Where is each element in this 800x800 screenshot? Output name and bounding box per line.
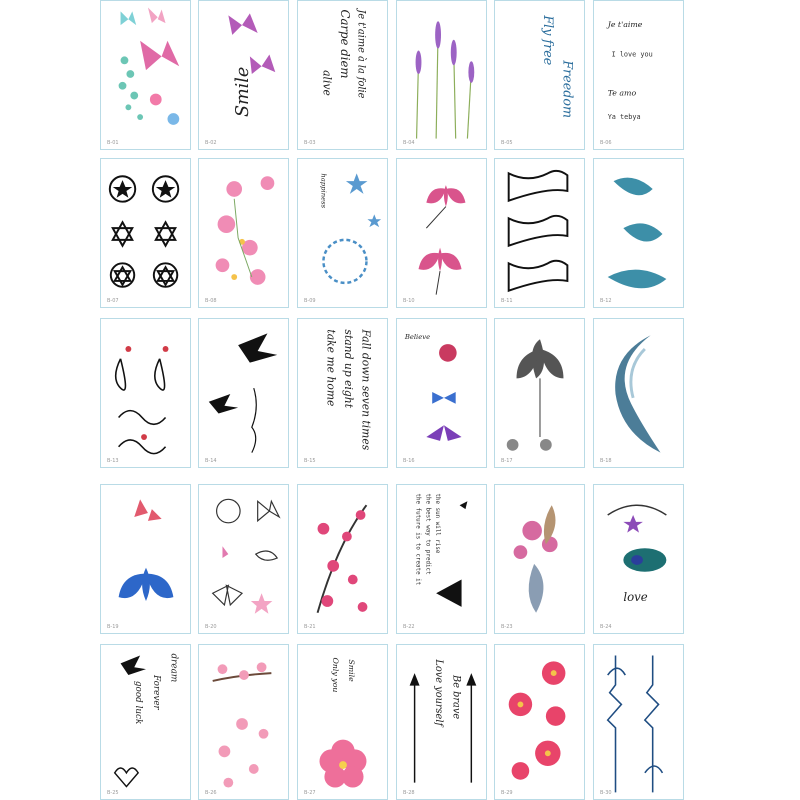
card-code: B-15: [304, 458, 316, 464]
smile-script: Smile: [232, 66, 253, 118]
flowers-feather-art: [495, 485, 584, 633]
card-code: B-26: [205, 790, 217, 796]
cherry-branch-art: [199, 645, 288, 799]
tattoo-card-b13: [100, 318, 191, 468]
stars-symbols-art: [101, 159, 190, 307]
card-code: B-30: [600, 790, 612, 796]
text-line-3: Te amo: [607, 88, 637, 98]
text-line-2: I love you: [611, 50, 653, 59]
card-code: B-24: [600, 624, 612, 630]
tattoo-card-b30: [593, 644, 684, 800]
tattoo-card-b22: [396, 484, 487, 634]
outline-butterflies-art: [199, 485, 288, 633]
tattoo-card-b15: [297, 318, 388, 468]
text-line-3: the sun will rise: [434, 493, 441, 554]
tattoo-card-b29: [494, 644, 585, 800]
card-code: B-06: [600, 140, 612, 146]
tattoo-card-b23: [494, 484, 585, 634]
lavender-art: [397, 1, 486, 149]
script-line-2: Be brave: [450, 675, 462, 720]
tattoo-card-b18: [593, 318, 684, 468]
fox-art: [594, 319, 683, 467]
love-script: love: [623, 590, 648, 605]
wreath-script: happiness: [319, 173, 328, 209]
text-fan-art: [397, 485, 486, 633]
card-code: B-03: [304, 140, 316, 146]
butterflies-flowers-art: [101, 1, 190, 149]
card-code: B-28: [403, 790, 415, 796]
tattoo-card-b03: [297, 0, 388, 150]
wreath-art: [298, 159, 387, 307]
card-code: B-02: [205, 140, 217, 146]
tattoo-card-b05: [494, 0, 585, 150]
card-code: B-16: [403, 458, 415, 464]
tattoo-card-b01: [100, 0, 191, 150]
lotus-pink-art: [397, 159, 486, 307]
script-line-2: Forever: [150, 675, 161, 710]
tattoo-card-b09: [297, 158, 388, 308]
tattoo-card-b17: [494, 318, 585, 468]
tattoo-card-b07: [100, 158, 191, 308]
card-code: B-05: [501, 140, 513, 146]
card-code: B-20: [205, 624, 217, 630]
card-code: B-17: [501, 458, 513, 464]
tattoo-card-b02: [198, 0, 289, 150]
tattoo-card-b28: [396, 644, 487, 800]
pink-blossoms-art: [199, 159, 288, 307]
tattoo-card-b24: [593, 484, 684, 634]
peacock-feather-art: [594, 485, 683, 633]
tattoo-sticker-sheet: [100, 0, 680, 800]
script-line-3: alive: [320, 70, 334, 96]
script-line-1: Je t'aime à la folie: [355, 9, 367, 99]
script-line-3: dream: [168, 653, 179, 683]
tattoo-card-b12: [593, 158, 684, 308]
script-line-1: Only you: [331, 657, 341, 693]
script-line-2: Freedom: [560, 60, 576, 119]
script-line-1: Love yourself: [433, 659, 445, 727]
card-code: B-22: [403, 624, 415, 630]
tattoo-card-b06: [593, 0, 684, 150]
butterflies-script-art: [199, 1, 288, 149]
text-line-1: Je t'aime: [607, 20, 643, 30]
lotus-grey-art: [495, 319, 584, 467]
script-line-1: good luck: [133, 680, 144, 725]
tattoo-card-b04: [396, 0, 487, 150]
script-lines-art: [298, 1, 387, 149]
rose-butterflies-art: [397, 319, 486, 467]
text-lines-art: [594, 1, 683, 149]
tattoo-card-b08: [198, 158, 289, 308]
card-code: B-14: [205, 458, 217, 464]
tattoo-card-b27: [297, 644, 388, 800]
card-code: B-01: [107, 140, 119, 146]
heartbeat-art: [594, 645, 683, 799]
pink-flower-art: [298, 645, 387, 799]
script-line-2: stand up eight: [341, 329, 355, 409]
blue-lotus-art: [101, 485, 190, 633]
plum-blossom-art: [298, 485, 387, 633]
text-line-1: the best way to predict: [424, 493, 431, 575]
card-code: B-18: [600, 458, 612, 464]
card-code: B-21: [304, 624, 316, 630]
card-code: B-04: [403, 140, 415, 146]
script-line-2: Carpe diem: [338, 9, 353, 79]
script-blue-art: [495, 1, 584, 149]
rose-script: Believe: [404, 333, 431, 342]
card-code: B-09: [304, 298, 316, 304]
cats-art: [495, 159, 584, 307]
card-code: B-13: [107, 458, 119, 464]
script-line-1: Fly free: [540, 15, 556, 66]
red-flowers-art: [495, 645, 584, 799]
card-code: B-12: [600, 298, 612, 304]
card-code: B-23: [501, 624, 513, 630]
card-code: B-07: [107, 298, 119, 304]
tattoo-card-b14: [198, 318, 289, 468]
card-code: B-29: [501, 790, 513, 796]
card-code: B-27: [304, 790, 316, 796]
script-line-1: Fall down seven times: [359, 329, 373, 451]
card-code: B-08: [205, 298, 217, 304]
tattoo-card-b19: [100, 484, 191, 634]
script-line-2: Smile: [346, 659, 356, 682]
whales-art: [594, 159, 683, 307]
arrows-script-art: [397, 645, 486, 799]
tattoo-card-b21: [297, 484, 388, 634]
card-code: B-19: [107, 624, 119, 630]
script-lines-art: [298, 319, 387, 467]
tattoo-card-b20: [198, 484, 289, 634]
swallows-art: [199, 319, 288, 467]
bird-script-art: [101, 645, 190, 799]
text-line-2: the future is to create it: [414, 493, 421, 586]
tattoo-card-b10: [396, 158, 487, 308]
infinity-art: [101, 319, 190, 467]
script-line-3: take me home: [324, 329, 338, 407]
card-code: B-10: [403, 298, 415, 304]
tattoo-card-b25: [100, 644, 191, 800]
tattoo-card-b16: [396, 318, 487, 468]
text-line-4: Ya tebya: [607, 113, 641, 122]
tattoo-card-b26: [198, 644, 289, 800]
tattoo-card-b11: [494, 158, 585, 308]
card-code: B-25: [107, 790, 119, 796]
card-code: B-11: [501, 298, 513, 304]
